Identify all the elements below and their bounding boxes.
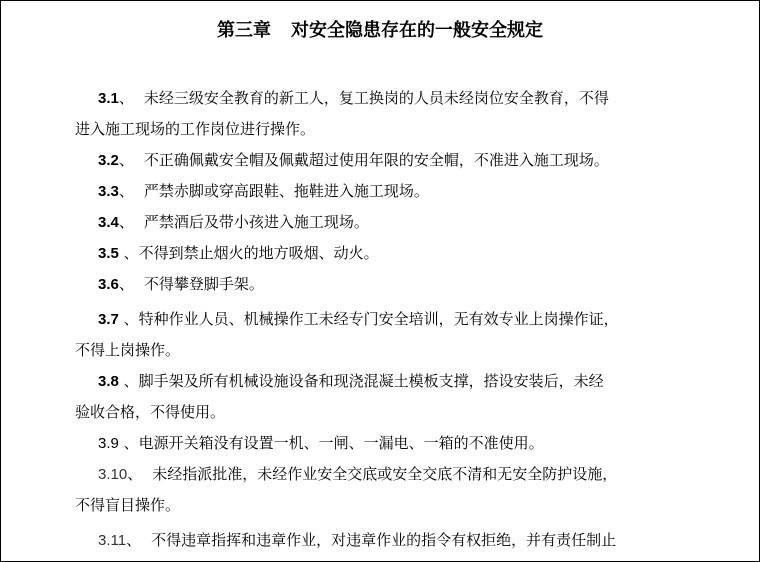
clause-text: 电源开关箱没有设置一机、一闸、一漏电、一箱的不准使用。	[138, 434, 544, 452]
clause-number: 3.5	[98, 245, 119, 262]
clause-separator: 、	[118, 372, 139, 390]
clause-text: 特种作业人员、机械操作工未经专门安全培训，无有效专业上岗操作证，	[138, 310, 619, 328]
clause-number: 3.6	[98, 276, 119, 293]
clause-separator: 、	[118, 275, 134, 293]
clause-number: 3.11	[98, 532, 127, 549]
clause-text-continued: 不得盲目操作。	[75, 496, 181, 514]
clause-text: 不得违章指挥和违章作业，对违章作业的指令有权拒绝，并有责任制止	[151, 531, 617, 549]
clause-separator: 、	[118, 89, 134, 107]
clause-separator: 、	[126, 531, 142, 549]
clause-3-3	[75, 176, 661, 207]
clause-text: 未经三级安全教育的新工人，复工换岗的人员未经岗位安全教育，不得	[143, 89, 609, 107]
clause-number: 3.2	[98, 152, 119, 169]
clause-separator: 、	[118, 244, 139, 262]
clause-text: 不得到禁止烟火的地方吸烟、动火。	[138, 244, 379, 262]
clause-text: 不正确佩戴安全帽及佩戴超过使用年限的安全帽，不准进入施工现场。	[143, 151, 609, 169]
clause-3-7	[75, 304, 661, 366]
clause-number: 3.1	[98, 90, 119, 107]
clause-3-9	[75, 428, 661, 459]
clause-3-4	[75, 207, 661, 238]
clause-number: 3.4	[98, 214, 119, 231]
clause-text-continued: 不得上岗操作。	[75, 341, 181, 359]
clause-3-11	[75, 525, 661, 556]
clause-number: 3.10	[98, 466, 128, 483]
clause-3-1	[75, 83, 661, 145]
clause-text: 严禁酒后及带小孩进入施工现场。	[143, 213, 369, 231]
clause-text: 不得攀登脚手架。	[143, 275, 264, 293]
clause-3-2	[75, 145, 661, 176]
clause-number: 3.9	[98, 435, 119, 452]
clause-number: 3.3	[98, 183, 119, 200]
chapter-title	[1, 16, 759, 42]
clause-text: 脚手架及所有机械设施设备和现浇混凝土模板支撑，搭设安装后，未经	[138, 372, 604, 390]
clause-separator: 、	[118, 434, 139, 452]
clause-separator: 、	[118, 151, 134, 169]
clause-text: 未经指派批准，未经作业安全交底或安全交底不清和无安全防护设施，	[152, 465, 618, 483]
chapter-heading: 对安全隐患存在的一般安全规定	[291, 20, 543, 41]
clause-separator: 、	[127, 465, 143, 483]
clause-number: 3.8	[98, 373, 119, 390]
clause-separator: 、	[118, 182, 134, 200]
clause-text-continued: 进入施工现场的工作岗位进行操作。	[75, 120, 316, 138]
clause-number: 3.7	[98, 311, 119, 328]
chapter-number: 第三章	[217, 20, 271, 41]
clause-3-6	[75, 269, 661, 300]
clause-separator: 、	[118, 310, 139, 328]
clause-separator: 、	[118, 213, 134, 231]
clause-text-continued: 验收合格，不得使用。	[75, 403, 226, 421]
clause-text: 严禁赤脚或穿高跟鞋、拖鞋进入施工现场。	[143, 182, 429, 200]
clause-3-10	[75, 459, 661, 521]
clause-3-5	[75, 238, 661, 269]
clause-3-8	[75, 366, 661, 428]
